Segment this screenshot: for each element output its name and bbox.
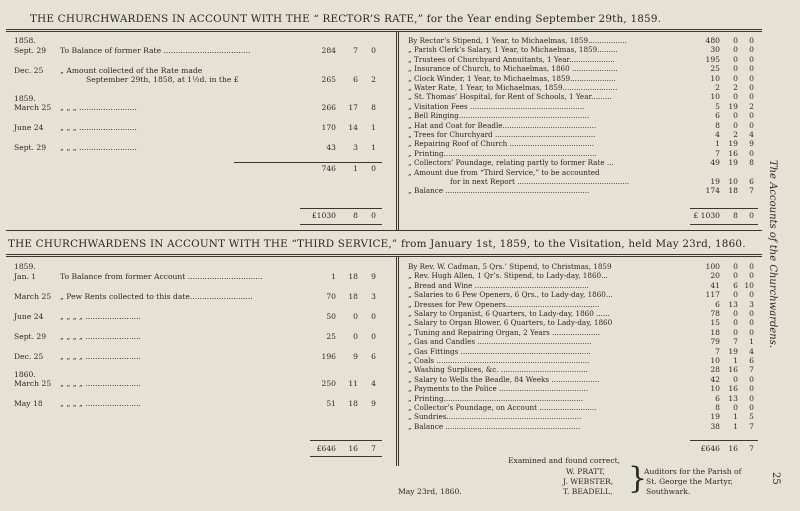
row-shillings: 6 xyxy=(353,75,358,84)
row-shillings: 10 xyxy=(728,177,738,186)
row-pounds: 117 xyxy=(705,290,720,300)
row-pence: 9 xyxy=(749,139,754,149)
row-description: „ „ „ „ ....................... xyxy=(60,332,141,341)
row-shillings: 0 xyxy=(733,271,738,281)
page-number: 25 xyxy=(770,472,781,485)
section1-divider xyxy=(396,31,397,231)
row-pounds: 6 xyxy=(715,111,720,121)
section2-divider-2 xyxy=(398,256,399,466)
row-shillings: 0 xyxy=(733,318,738,328)
row-date: Sept. 29 xyxy=(14,46,47,55)
row-description: „ Coals ................................................................... xyxy=(408,356,590,365)
row-pounds: 28 xyxy=(710,365,720,375)
row-pence: 7 xyxy=(749,421,754,431)
auditor-brace: } xyxy=(628,461,648,496)
row-shillings: 18 xyxy=(348,292,358,301)
row-shillings: 0 xyxy=(733,54,738,64)
row-pence: 6 xyxy=(749,356,754,365)
row-shillings: 0 xyxy=(733,73,738,83)
row-pence: 0 xyxy=(371,46,376,55)
row-description: „ Printing............................................................. xyxy=(408,393,583,403)
row-shillings: 0 xyxy=(733,45,738,55)
row-shillings: 0 xyxy=(733,36,738,45)
row-description: „ St. Thomas’ Hospital, for Rent of Schools, 1 Year......... xyxy=(408,92,612,102)
row-date: March 25 xyxy=(14,103,52,112)
row-date: March 25 xyxy=(14,292,52,301)
s2-right-total-rule xyxy=(690,440,758,441)
row-pounds: 284 xyxy=(321,46,336,55)
row-description: „ „ „ ........................ xyxy=(60,123,137,132)
s1-sub-pence: 0 xyxy=(371,164,376,173)
s1-left-total-shillings: 8 xyxy=(353,211,358,220)
row-pounds: 265 xyxy=(321,75,336,84)
row-shillings: 2 xyxy=(733,130,738,139)
row-description: „ Visitation Fees .................................................. xyxy=(408,101,585,111)
row-pounds: 19 xyxy=(710,177,720,186)
row-pence: 0 xyxy=(749,318,754,328)
row-description: By Rector’s Stipend, 1 Year, to Michaelmas, 1859................. xyxy=(408,36,627,45)
row-shillings: 7 xyxy=(353,46,358,55)
row-pence: 2 xyxy=(371,75,376,84)
row-date: June 24 xyxy=(14,312,44,321)
row-description: By Rev. W. Cadman, 5 Qrs.’ Stipend, to Christmas, 1859 xyxy=(408,262,612,271)
auditor-1: W. PRATT, xyxy=(566,467,605,476)
section1-divider-2 xyxy=(398,31,399,231)
row-pence: 0 xyxy=(749,92,754,102)
row-shillings: 0 xyxy=(733,327,738,337)
row-description: „ Printing................................................................... xyxy=(408,148,597,158)
row-pence: 1 xyxy=(371,123,376,132)
row-pounds: 10 xyxy=(710,384,720,394)
row-shillings: 1 xyxy=(733,412,738,422)
row-pounds: 15 xyxy=(710,318,720,328)
row-description: To Balance of former Rate .................................... xyxy=(60,46,251,55)
row-description: „ „ „ „ ....................... xyxy=(60,312,141,321)
s2-left-total-pence: 7 xyxy=(371,444,376,453)
row-pence: 6 xyxy=(371,352,376,361)
section1-bottom-rule xyxy=(6,230,762,231)
row-description: „ Tuning and Repairing Organ, 2 Years ..................... xyxy=(408,327,601,337)
row-pounds: 41 xyxy=(710,280,720,290)
row-pence: 1 xyxy=(371,143,376,152)
row-shillings: 9 xyxy=(353,352,358,361)
row-shillings: 0 xyxy=(733,92,738,102)
row-pounds: 170 xyxy=(321,123,336,132)
row-description: „ „ „ ........................ xyxy=(60,143,137,152)
row-description: „ Repairing Roof of Church ..................................... xyxy=(408,139,595,149)
row-description: „ Sundries........................................................... xyxy=(408,412,582,422)
row-shillings: 19 xyxy=(728,101,738,111)
row-pounds: 49 xyxy=(710,158,720,168)
section2-divider xyxy=(396,256,397,466)
s1-right-total-pounds: £ 1030 xyxy=(693,211,720,220)
row-shillings: 0 xyxy=(733,120,738,130)
row-description: „ Trees for Churchyard ............................................ xyxy=(408,130,596,139)
s2-left-total-shillings: 16 xyxy=(348,444,358,453)
s1-left-total-pence: 0 xyxy=(371,211,376,220)
row-date: June 24 xyxy=(14,123,44,132)
row-pence: 0 xyxy=(371,312,376,321)
row-pence: 7 xyxy=(749,186,754,196)
row-description: „ Salary to Wells the Beadle, 84 Weeks ..................... xyxy=(408,374,600,384)
row-pence: 2 xyxy=(749,101,754,111)
row-pence: 0 xyxy=(749,120,754,130)
row-shillings: 2 xyxy=(733,83,738,92)
row-shillings: 0 xyxy=(733,64,738,74)
row-pounds: 50 xyxy=(326,312,336,321)
s2-right-total-pounds: £646 xyxy=(700,444,720,453)
row-description: „ Dresses for Pew Openers......................................... xyxy=(408,299,600,309)
row-date: 1859. xyxy=(14,262,36,271)
s2-right-total-pence: 7 xyxy=(749,444,754,453)
side-title: The Accounts of the Churchwardens. xyxy=(767,160,778,349)
row-shillings: 19 xyxy=(728,346,738,356)
row-description: „ „ „ ........................ xyxy=(60,103,137,112)
row-pence: 4 xyxy=(749,130,754,139)
row-pence: 7 xyxy=(749,365,754,375)
row-pounds: 79 xyxy=(710,337,720,347)
row-pounds: 250 xyxy=(321,379,336,388)
row-shillings: 0 xyxy=(733,309,738,318)
row-shillings: 13 xyxy=(728,299,738,309)
row-description: „ Pew Rents collected to this date.......................... xyxy=(60,292,253,301)
row-pounds: 38 xyxy=(710,421,720,431)
row-description: „ Hat and Coat for Beadle......................................... xyxy=(408,120,597,130)
row-description: „ Salaries to 6 Pew Openers, 6 Qrs., to Lady-day, 1860... xyxy=(408,290,613,300)
row-pence: 0 xyxy=(749,54,754,64)
row-description: „ Gas and Candles .................................................. xyxy=(408,337,592,347)
row-shillings: 13 xyxy=(728,393,738,403)
row-pence: 0 xyxy=(749,403,754,412)
row-pounds: 195 xyxy=(705,54,720,64)
row-description: „ Bread and Wine .................................................. xyxy=(408,280,589,290)
row-pounds: 20 xyxy=(710,271,720,281)
row-shillings: 0 xyxy=(733,374,738,384)
row-description: „ Balance ............................................................... xyxy=(408,186,590,196)
row-pence: 0 xyxy=(371,332,376,341)
row-date: May 18 xyxy=(14,399,43,408)
auditors-note-2: St. George the Martyr, xyxy=(646,477,733,486)
row-description: „ Collectors’ Poundage, relating partly to former Rate ... xyxy=(408,158,614,168)
row-pounds: 8 xyxy=(715,120,720,130)
section1-sub-rule xyxy=(234,162,382,163)
row-pounds: 7 xyxy=(715,148,720,158)
row-pounds: 19 xyxy=(710,412,720,422)
row-pounds: 266 xyxy=(321,103,336,112)
row-shillings: 6 xyxy=(733,280,738,290)
auditor-2: J. WEBSTER, xyxy=(563,477,614,486)
row-pounds: 6 xyxy=(715,393,720,403)
section2-top-rule xyxy=(6,254,762,255)
row-description: „ Trustees of Churchyard Annuitants, 1 Year.................... xyxy=(408,54,615,64)
row-pounds: 5 xyxy=(715,101,720,111)
row-shillings: 0 xyxy=(353,312,358,321)
row-pounds: 8 xyxy=(715,403,720,412)
row-shillings: 19 xyxy=(728,139,738,149)
row-shillings: 16 xyxy=(728,148,738,158)
section2-top-rule-2 xyxy=(6,256,762,257)
examined-note: Examined and found correct, xyxy=(508,456,621,465)
row-pence: 0 xyxy=(749,262,754,271)
row-description: „ „ „ „ ....................... xyxy=(60,399,141,408)
row-description: „ Balance ........................................................... xyxy=(408,421,581,431)
row-shillings: 0 xyxy=(733,403,738,412)
row-pounds: 1 xyxy=(331,272,336,281)
row-pounds: 51 xyxy=(326,399,336,408)
row-pence: 0 xyxy=(749,64,754,74)
section1-top-rule-2 xyxy=(6,31,762,32)
auditors-note-3: Southwark. xyxy=(646,487,691,496)
row-pounds: 196 xyxy=(321,352,336,361)
row-pence: 10 xyxy=(744,280,754,290)
row-shillings: 0 xyxy=(733,111,738,121)
s1-right-total-pence: 0 xyxy=(749,211,754,220)
row-pence: 0 xyxy=(749,374,754,384)
row-date: 1860. xyxy=(14,370,36,379)
row-pounds: 18 xyxy=(710,327,720,337)
s1-left-total-pounds: £1030 xyxy=(311,211,336,220)
row-description: „ „ „ „ ....................... xyxy=(60,379,141,388)
row-pence: 3 xyxy=(371,292,376,301)
row-pounds: 100 xyxy=(705,262,720,271)
row-pence: 3 xyxy=(749,299,754,309)
row-description: „ Clock Winder, 1 Year, to Michaelmas, 1859.................... xyxy=(408,73,616,83)
row-pence: 1 xyxy=(749,337,754,347)
row-date: Dec. 25 xyxy=(14,352,44,361)
row-pounds: 70 xyxy=(326,292,336,301)
row-shillings: 17 xyxy=(348,103,358,112)
s1-right-total-underline xyxy=(690,224,758,225)
auditor-3: T. BEADELL, xyxy=(563,487,613,496)
row-pence: 0 xyxy=(749,148,754,158)
row-pence: 0 xyxy=(749,83,754,92)
row-shillings: 0 xyxy=(733,290,738,300)
row-date: Jan. 1 xyxy=(14,272,37,281)
row-description: September 29th, 1858, at 1½d. in the £ xyxy=(86,75,239,84)
row-description: „ Collector’s Poundage, on Account ......................... xyxy=(408,403,597,412)
row-pounds: 10 xyxy=(710,73,720,83)
row-shillings: 16 xyxy=(728,384,738,394)
row-shillings: 0 xyxy=(353,332,358,341)
row-shillings: 1 xyxy=(733,356,738,365)
row-pence: 0 xyxy=(749,290,754,300)
row-pence: 0 xyxy=(749,73,754,83)
row-pence: 0 xyxy=(749,384,754,394)
s1-left-total-underline xyxy=(300,224,382,225)
row-pounds: 43 xyxy=(326,143,336,152)
row-pence: 0 xyxy=(749,111,754,121)
row-date: Dec. 25 xyxy=(14,66,44,75)
row-description: „ Water Rate, 1 Year, to Michaelmas, 1859........................ xyxy=(408,83,618,92)
row-pence: 9 xyxy=(371,399,376,408)
row-pounds: 2 xyxy=(715,83,720,92)
row-description: „ Rev. Hugh Allen, 1 Qr’s. Stipend, to Lady-day, 1860... xyxy=(408,271,608,281)
row-pounds: 6 xyxy=(715,299,720,309)
row-description: for in next Report ................................................. xyxy=(450,177,630,186)
s1-right-total-rule xyxy=(690,208,758,209)
row-pounds: 10 xyxy=(710,92,720,102)
row-description: „ „ „ „ ....................... xyxy=(60,352,141,361)
row-description: „ Salary to Organ Blower, 6 Quarters, to Lady-day, 1860 xyxy=(408,318,613,328)
row-shillings: 16 xyxy=(728,365,738,375)
row-date: 1859. xyxy=(14,94,36,103)
row-pence: 6 xyxy=(749,177,754,186)
audit-date: May 23rd, 1860. xyxy=(398,487,462,496)
row-description: „ Parish Clerk’s Salary, 1 Year, to Michaelmas, 1859......... xyxy=(408,45,618,55)
row-date: Sept. 29 xyxy=(14,143,47,152)
s2-right-total-shillings: 16 xyxy=(728,444,738,453)
row-pence: 0 xyxy=(749,36,754,45)
row-pence: 4 xyxy=(749,346,754,356)
row-date: March 25 xyxy=(14,379,52,388)
row-pence: 0 xyxy=(749,393,754,403)
s1-right-total-shillings: 8 xyxy=(733,211,738,220)
row-pounds: 7 xyxy=(715,346,720,356)
row-pence: 0 xyxy=(749,271,754,281)
row-pounds: 480 xyxy=(705,36,720,45)
row-description: To Balance from former Account ............................... xyxy=(60,272,263,281)
row-shillings: 11 xyxy=(348,379,358,388)
s2-left-total-rule xyxy=(310,440,382,441)
section1-top-rule xyxy=(6,29,762,30)
row-description: „ Amount due from “Third Service,” to be accounted xyxy=(408,167,600,177)
row-shillings: 18 xyxy=(348,272,358,281)
row-pounds: 4 xyxy=(715,130,720,139)
row-pounds: 1 xyxy=(715,139,720,149)
row-description: „ Gas Fittings ......................................................... xyxy=(408,346,591,356)
row-pounds: 42 xyxy=(710,374,720,384)
row-pounds: 78 xyxy=(710,309,720,318)
auditors-note-1: Auditors for the Parish of xyxy=(644,467,742,476)
row-description: „ Washing Surplices, &c. ...................................... xyxy=(408,365,588,375)
row-shillings: 7 xyxy=(733,337,738,347)
row-date: 1858. xyxy=(14,36,36,45)
row-shillings: 14 xyxy=(348,123,358,132)
row-shillings: 0 xyxy=(733,262,738,271)
row-shillings: 1 xyxy=(733,421,738,431)
row-description: „ Insurance of Church, to Michaelmas, 1860 .................... xyxy=(408,64,618,74)
section1-title: THE CHURCHWARDENS IN ACCOUNT WITH THE “ RECTOR’S RATE,” for the Year ending September 29th, 1859. xyxy=(30,13,662,25)
row-pence: 8 xyxy=(749,158,754,168)
row-pounds: 30 xyxy=(710,45,720,55)
row-description: „ Bell Ringing......................................................... xyxy=(408,111,590,121)
row-pence: 0 xyxy=(749,45,754,55)
row-pence: 0 xyxy=(749,309,754,318)
row-date: Sept. 29 xyxy=(14,332,47,341)
row-description: „ Salary to Organist, 6 Quarters, to Lady-day, 1860 ...... xyxy=(408,309,610,318)
row-description: „ Payments to the Police ....................................... xyxy=(408,384,589,394)
row-pounds: 25 xyxy=(710,64,720,74)
section2-title: THE CHURCHWARDENS IN ACCOUNT WITH THE “THIRD SERVICE,” from January 1st, 1859, to the Visitation, held May 23rd, 1860. xyxy=(8,238,746,250)
row-pence: 4 xyxy=(371,379,376,388)
row-pence: 5 xyxy=(749,412,754,422)
row-pounds: 25 xyxy=(326,332,336,341)
row-description: „ Amount collected of the Rate made xyxy=(60,66,203,75)
s2-left-total-pounds: £646 xyxy=(316,444,336,453)
s1-sub-pounds: 746 xyxy=(321,164,336,173)
s1-left-total-rule xyxy=(300,208,382,209)
row-pounds: 10 xyxy=(710,356,720,365)
row-pence: 8 xyxy=(371,103,376,112)
row-pence: 0 xyxy=(749,327,754,337)
s1-sub-shillings: 1 xyxy=(353,164,358,173)
row-shillings: 18 xyxy=(348,399,358,408)
row-shillings: 3 xyxy=(353,143,358,152)
row-shillings: 19 xyxy=(728,158,738,168)
row-pounds: 174 xyxy=(705,186,720,196)
row-shillings: 18 xyxy=(728,186,738,196)
s2-left-total-underline xyxy=(310,456,382,457)
row-pence: 9 xyxy=(371,272,376,281)
